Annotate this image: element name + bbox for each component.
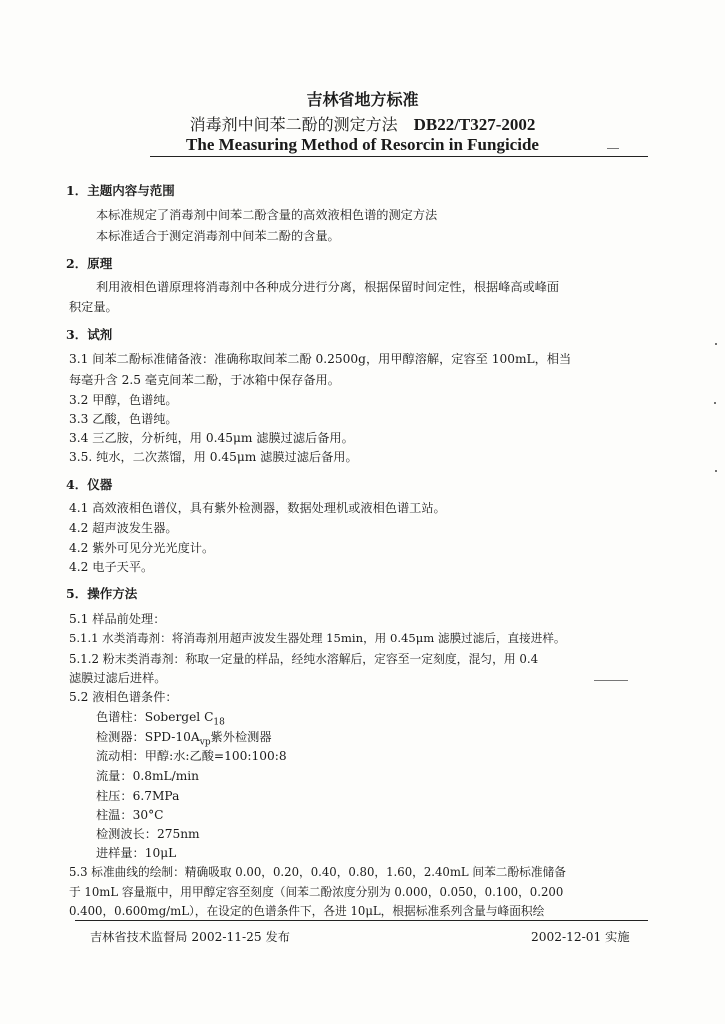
section-3-heading: 3．试剂 xyxy=(66,327,113,342)
scan-speck xyxy=(715,343,717,345)
section-1-heading: 1．主题内容与范围 xyxy=(66,183,175,198)
section-1-line-1: 本标准规定了消毒剂中间苯二酚含量的高效液相色谱的测定方法 xyxy=(96,208,438,222)
section-3-line-2: 每毫升含 2.5 毫克间苯二酚，于冰箱中保存备用。 xyxy=(69,373,340,387)
section-4-line-1: 4.1 高效液相色谱仪，具有紫外检测器，数据处理机或液相色谱工站。 xyxy=(69,501,446,515)
section-3-line-1: 3.1 间苯二酚标准储备液：准确称取间苯二酚 0.2500g，用甲醇溶解，定容至 100mL，相当 xyxy=(69,352,572,366)
effective-line: 2002-12-01 实施 xyxy=(531,930,630,944)
section-5-line-5: 5.2 液相色谱条件： xyxy=(69,690,178,704)
section-3-line-3: 3.2 甲醇，色谱纯。 xyxy=(69,393,178,407)
section-2-line-1: 利用液相色谱原理将消毒剂中各种成分进行分离，根据保留时间定性，根据峰高或峰面 xyxy=(96,280,560,294)
condition-pressure: 柱压：6.7MPa xyxy=(96,789,180,803)
condition-mobile-phase: 流动相：甲醇:水:乙酸=100:100:8 xyxy=(96,749,287,763)
document-subtitle xyxy=(0,112,725,135)
document-title-cn: 吉林省地方标准 xyxy=(306,90,419,109)
section-5-line-3: 5.1.2 粉末类消毒剂：称取一定量的样品，经纯水溶解后，定容至一定刻度，混匀，用 0.4 xyxy=(69,652,539,666)
document-title-en: The Measuring Method of Resorcin in Fungicide xyxy=(186,135,539,154)
section-4-line-2: 4.2 超声波发生器。 xyxy=(69,521,178,535)
section-4-line-3: 4.2 紫外可见分光光度计。 xyxy=(69,541,215,555)
standard-code: DB22/T327-2002 xyxy=(413,115,536,134)
scan-speck xyxy=(715,470,717,472)
section-5-heading: 5．操作方法 xyxy=(66,586,138,601)
condition-wavelength: 检测波长：275nm xyxy=(96,827,200,841)
condition-detector: 检测器：SPD-$10A_{vp}$紫外检测器 xyxy=(96,730,272,748)
section-4-heading: 4．仪器 xyxy=(66,477,113,492)
section-5-line-2: 5.1.1 水类消毒剂：将消毒剂用超声波发生器处理 15min，用 0.45μm 滤膜过滤后，直接进样。 xyxy=(69,631,566,645)
condition-column: 色谱柱：Sobergel $C_{18}$ xyxy=(96,710,225,728)
header-rule xyxy=(150,156,648,157)
section-2-heading: 2．原理 xyxy=(66,256,113,271)
scan-mark xyxy=(607,148,619,149)
section-5-line-4: 滤膜过滤后进样。 xyxy=(69,671,167,685)
subtitle-cn: 消毒剂中间苯二酚的测定方法 xyxy=(189,115,398,134)
section-5-3-line-1: 5.3 标准曲线的绘制：精确吸取 0.00，0.20，0.40，0.80，1.60，2.40mL 间苯二酚标准储备 xyxy=(69,865,566,879)
footer-rule xyxy=(75,920,648,921)
scan-mark xyxy=(594,680,628,681)
condition-flow: 流量：0.8mL/min xyxy=(96,769,200,783)
section-5-3-line-3: 0.400，0.600mg/mL），在设定的色谱条件下，各进 10μL，根据标准系列含量与峰面积绘 xyxy=(69,904,545,918)
issued-line: 吉林省技术监督局 2002-11-25 发布 xyxy=(90,930,290,944)
section-5-3-line-2: 于 10mL 容量瓶中，用甲醇定容至刻度（间苯二酚浓度分别为 0.000，0.050，0.100，0.200 xyxy=(69,885,564,899)
section-5-line-1: 5.1 样品前处理： xyxy=(69,612,166,626)
section-3-line-5: 3.4 三乙胺，分析纯，用 0.45μm 滤膜过滤后备用。 xyxy=(69,431,354,445)
scan-speck xyxy=(714,402,716,404)
section-3-line-6: 3.5. 纯水，二次蒸馏，用 0.45μm 滤膜过滤后备用。 xyxy=(69,450,358,464)
condition-temperature: 柱温：30°C xyxy=(96,808,164,822)
section-4-line-4: 4.2 电子天平。 xyxy=(69,560,154,574)
condition-injection: 进样量：10μL xyxy=(96,846,177,860)
section-1-line-2: 本标准适合于测定消毒剂中间苯二酚的含量。 xyxy=(96,229,340,243)
section-2-line-2: 积定量。 xyxy=(69,300,118,314)
section-3-line-4: 3.3 乙酸，色谱纯。 xyxy=(69,412,178,426)
